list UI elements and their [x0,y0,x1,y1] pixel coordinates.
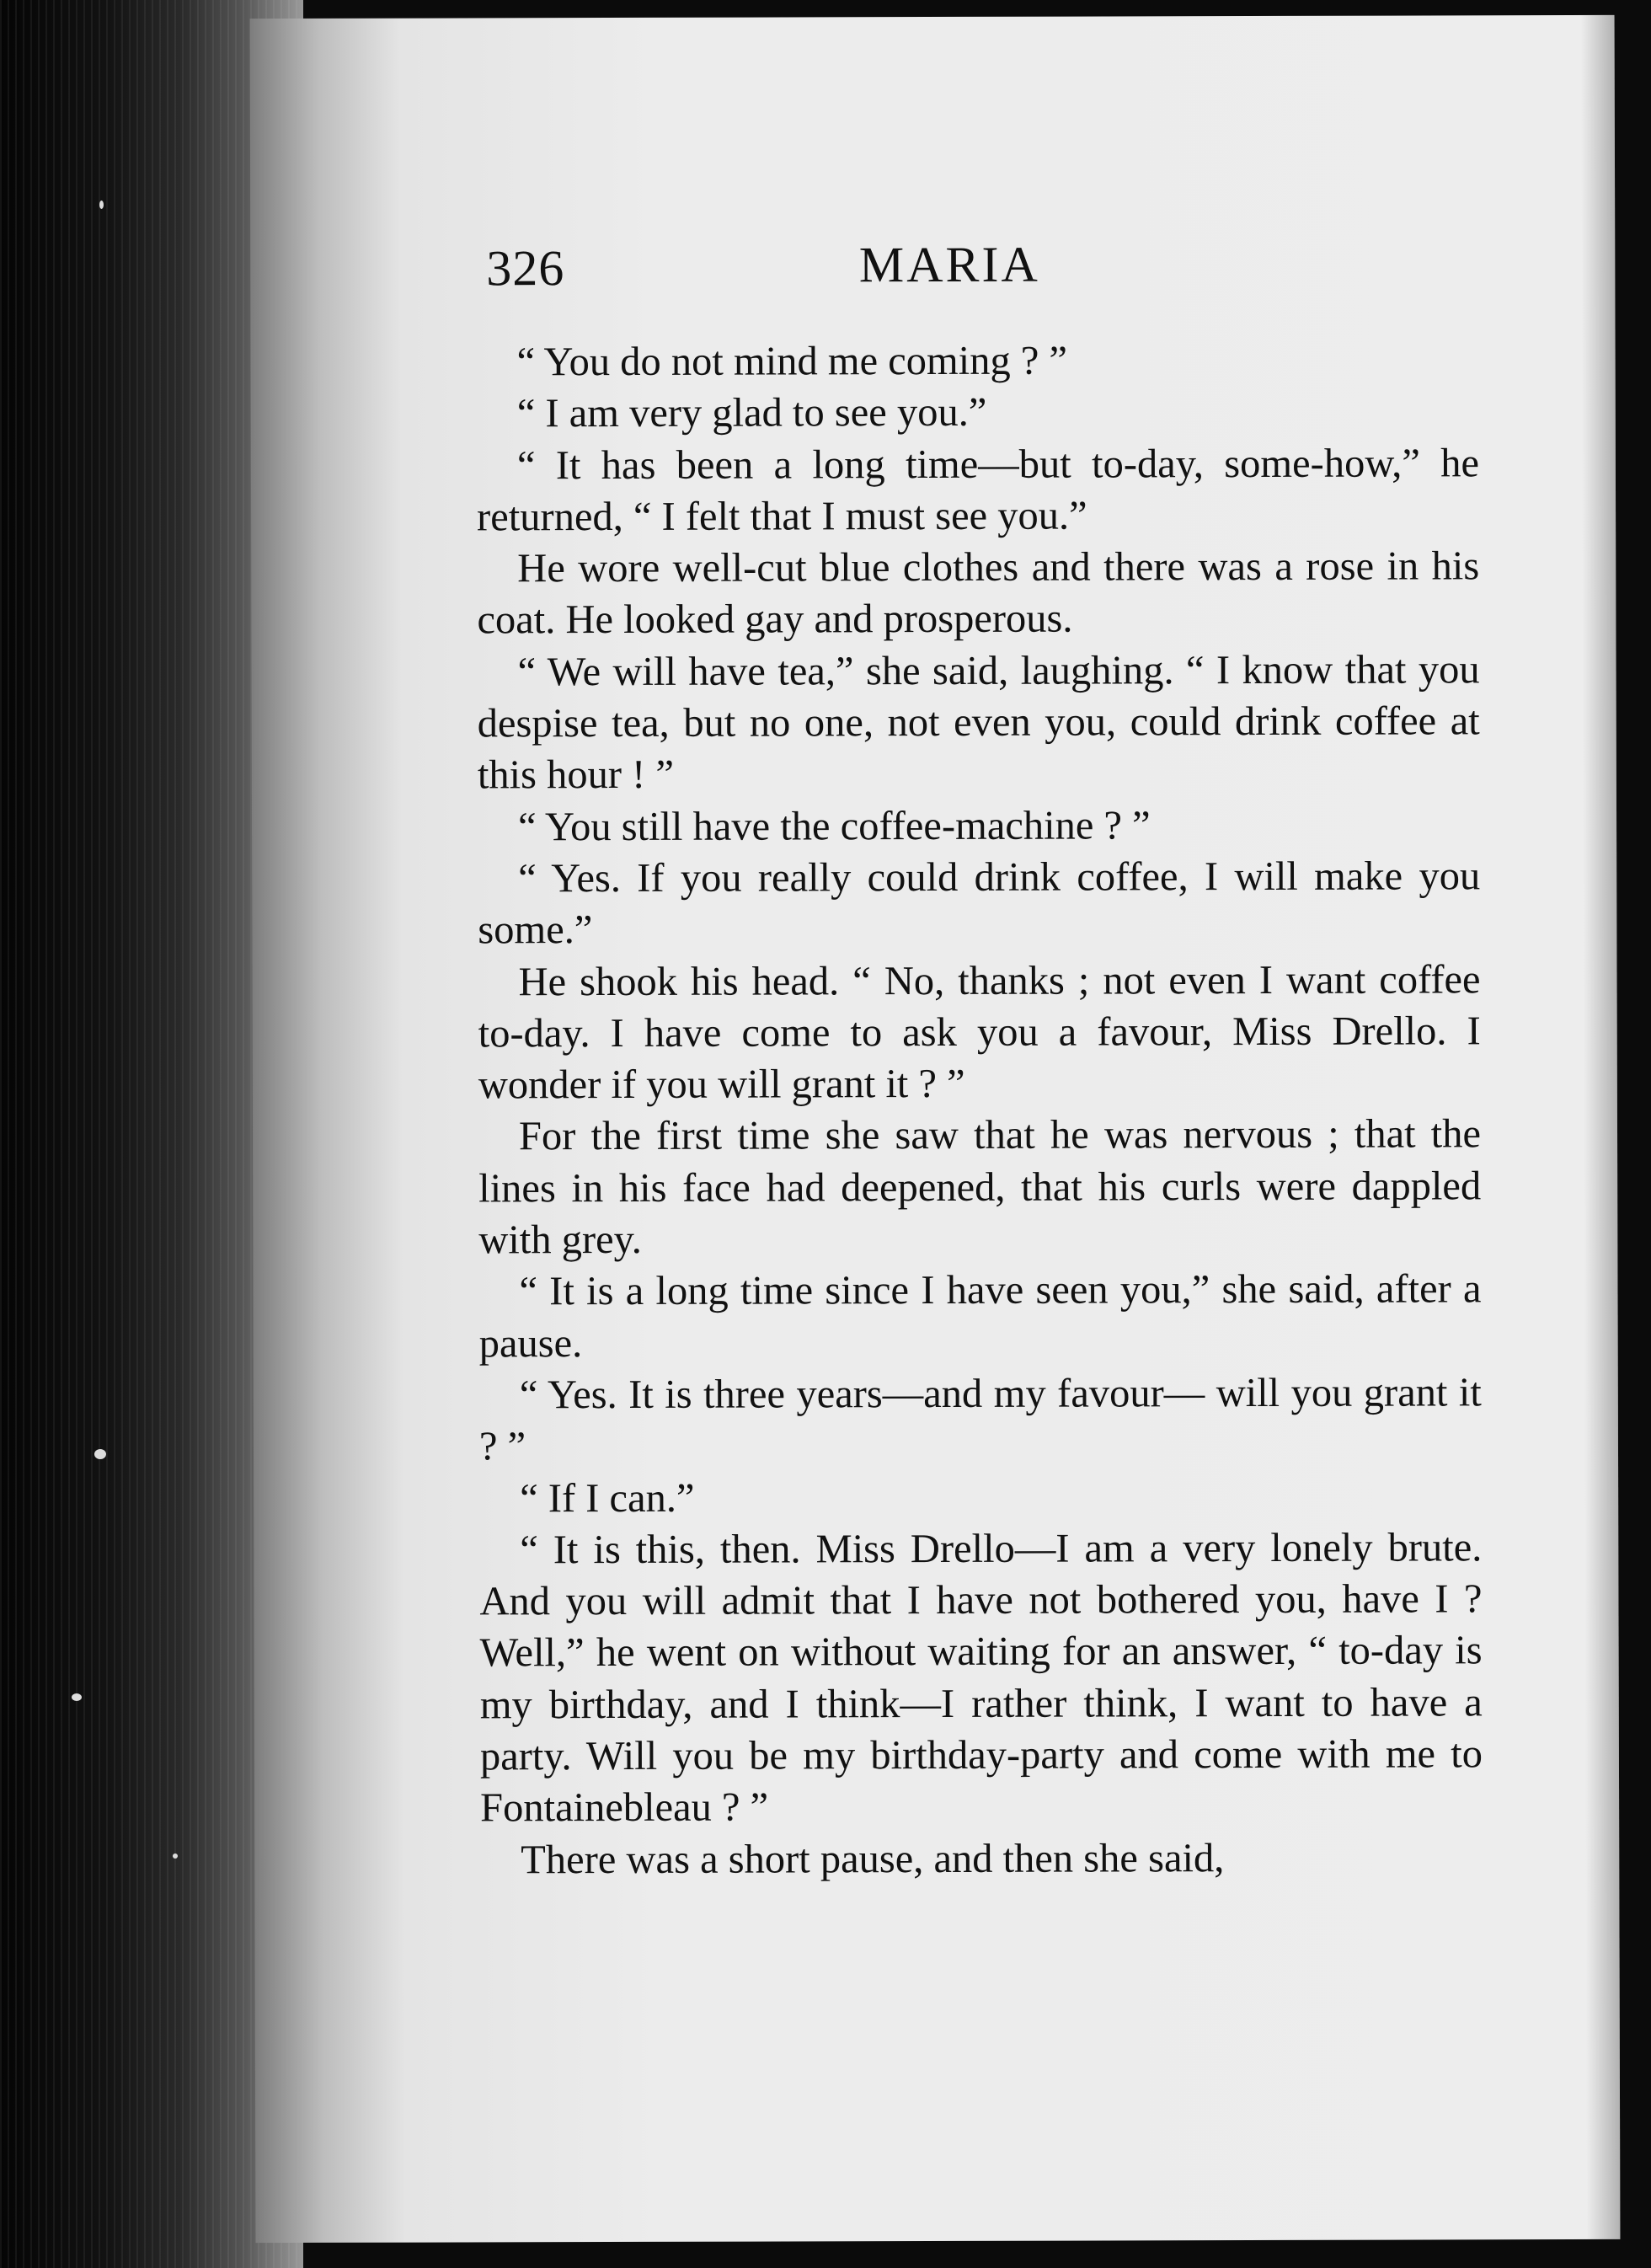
paragraph: There was a short pause, and then she said, [521,1835,1225,1882]
paragraph: “ It is a long time since I have seen you,” she said, after a pause. [478,1266,1482,1367]
dust-speck [72,1693,82,1701]
dust-speck [99,201,104,209]
paragraph: He wore well-cut blue clothes and there was a rose in his coat. He looked gay and prosperous. [477,543,1480,643]
page-number: 326 [486,240,565,297]
paragraph: “ You do not mind me coming ? ” [516,338,1068,385]
paragraph: He shook his head. “ No, thanks ; not even I want coffee to-day. I have come to ask you a favour, Miss Drello. I wonder if you will grant it ? ” [478,956,1481,1108]
paragraph: “ Yes. If you really could drink coffee, I will make you some.” [478,853,1481,953]
paragraph: “ It is this, then. Miss Drello—I am a very lonely brute. And you will admit that I have not bothered you, have I ? Well,” he went on without waiting for an answer, “ to-day is my birthday, and I think—I rather think, I want to have a party. Will you be my birthday-party and come with me to Fontainebleau ? ” [479,1525,1483,1831]
paragraph: “ You still have the coffee-machine ? ” [517,803,1151,849]
page-header [486,231,1413,309]
body-text [477,334,1483,1886]
paragraph: “ We will have tea,” she said, laughing. “ I know that you despise tea, but no one, not even you, could drink coffee at this hour ! ” [477,647,1480,798]
paragraph: For the first time she saw that he was nervous ; that the lines in his face had deepened, that his curls were dappled with grey. [478,1111,1482,1263]
paragraph: “ Yes. It is three years—and my favour— will you grant it ? ” [478,1370,1482,1469]
paragraph: “ I am very glad to see you.” [516,390,987,436]
page-edge-shadow [1581,15,1621,2239]
book-page [250,15,1621,2243]
paragraph: “ If I can.” [520,1475,695,1521]
dust-speck [173,1853,178,1859]
paragraph: “ It has been a long time—but to-day, some-how,” he returned, “ I felt that I must see you.” [477,440,1480,540]
dust-speck [94,1449,106,1459]
running-title: MARIA [858,236,1040,293]
